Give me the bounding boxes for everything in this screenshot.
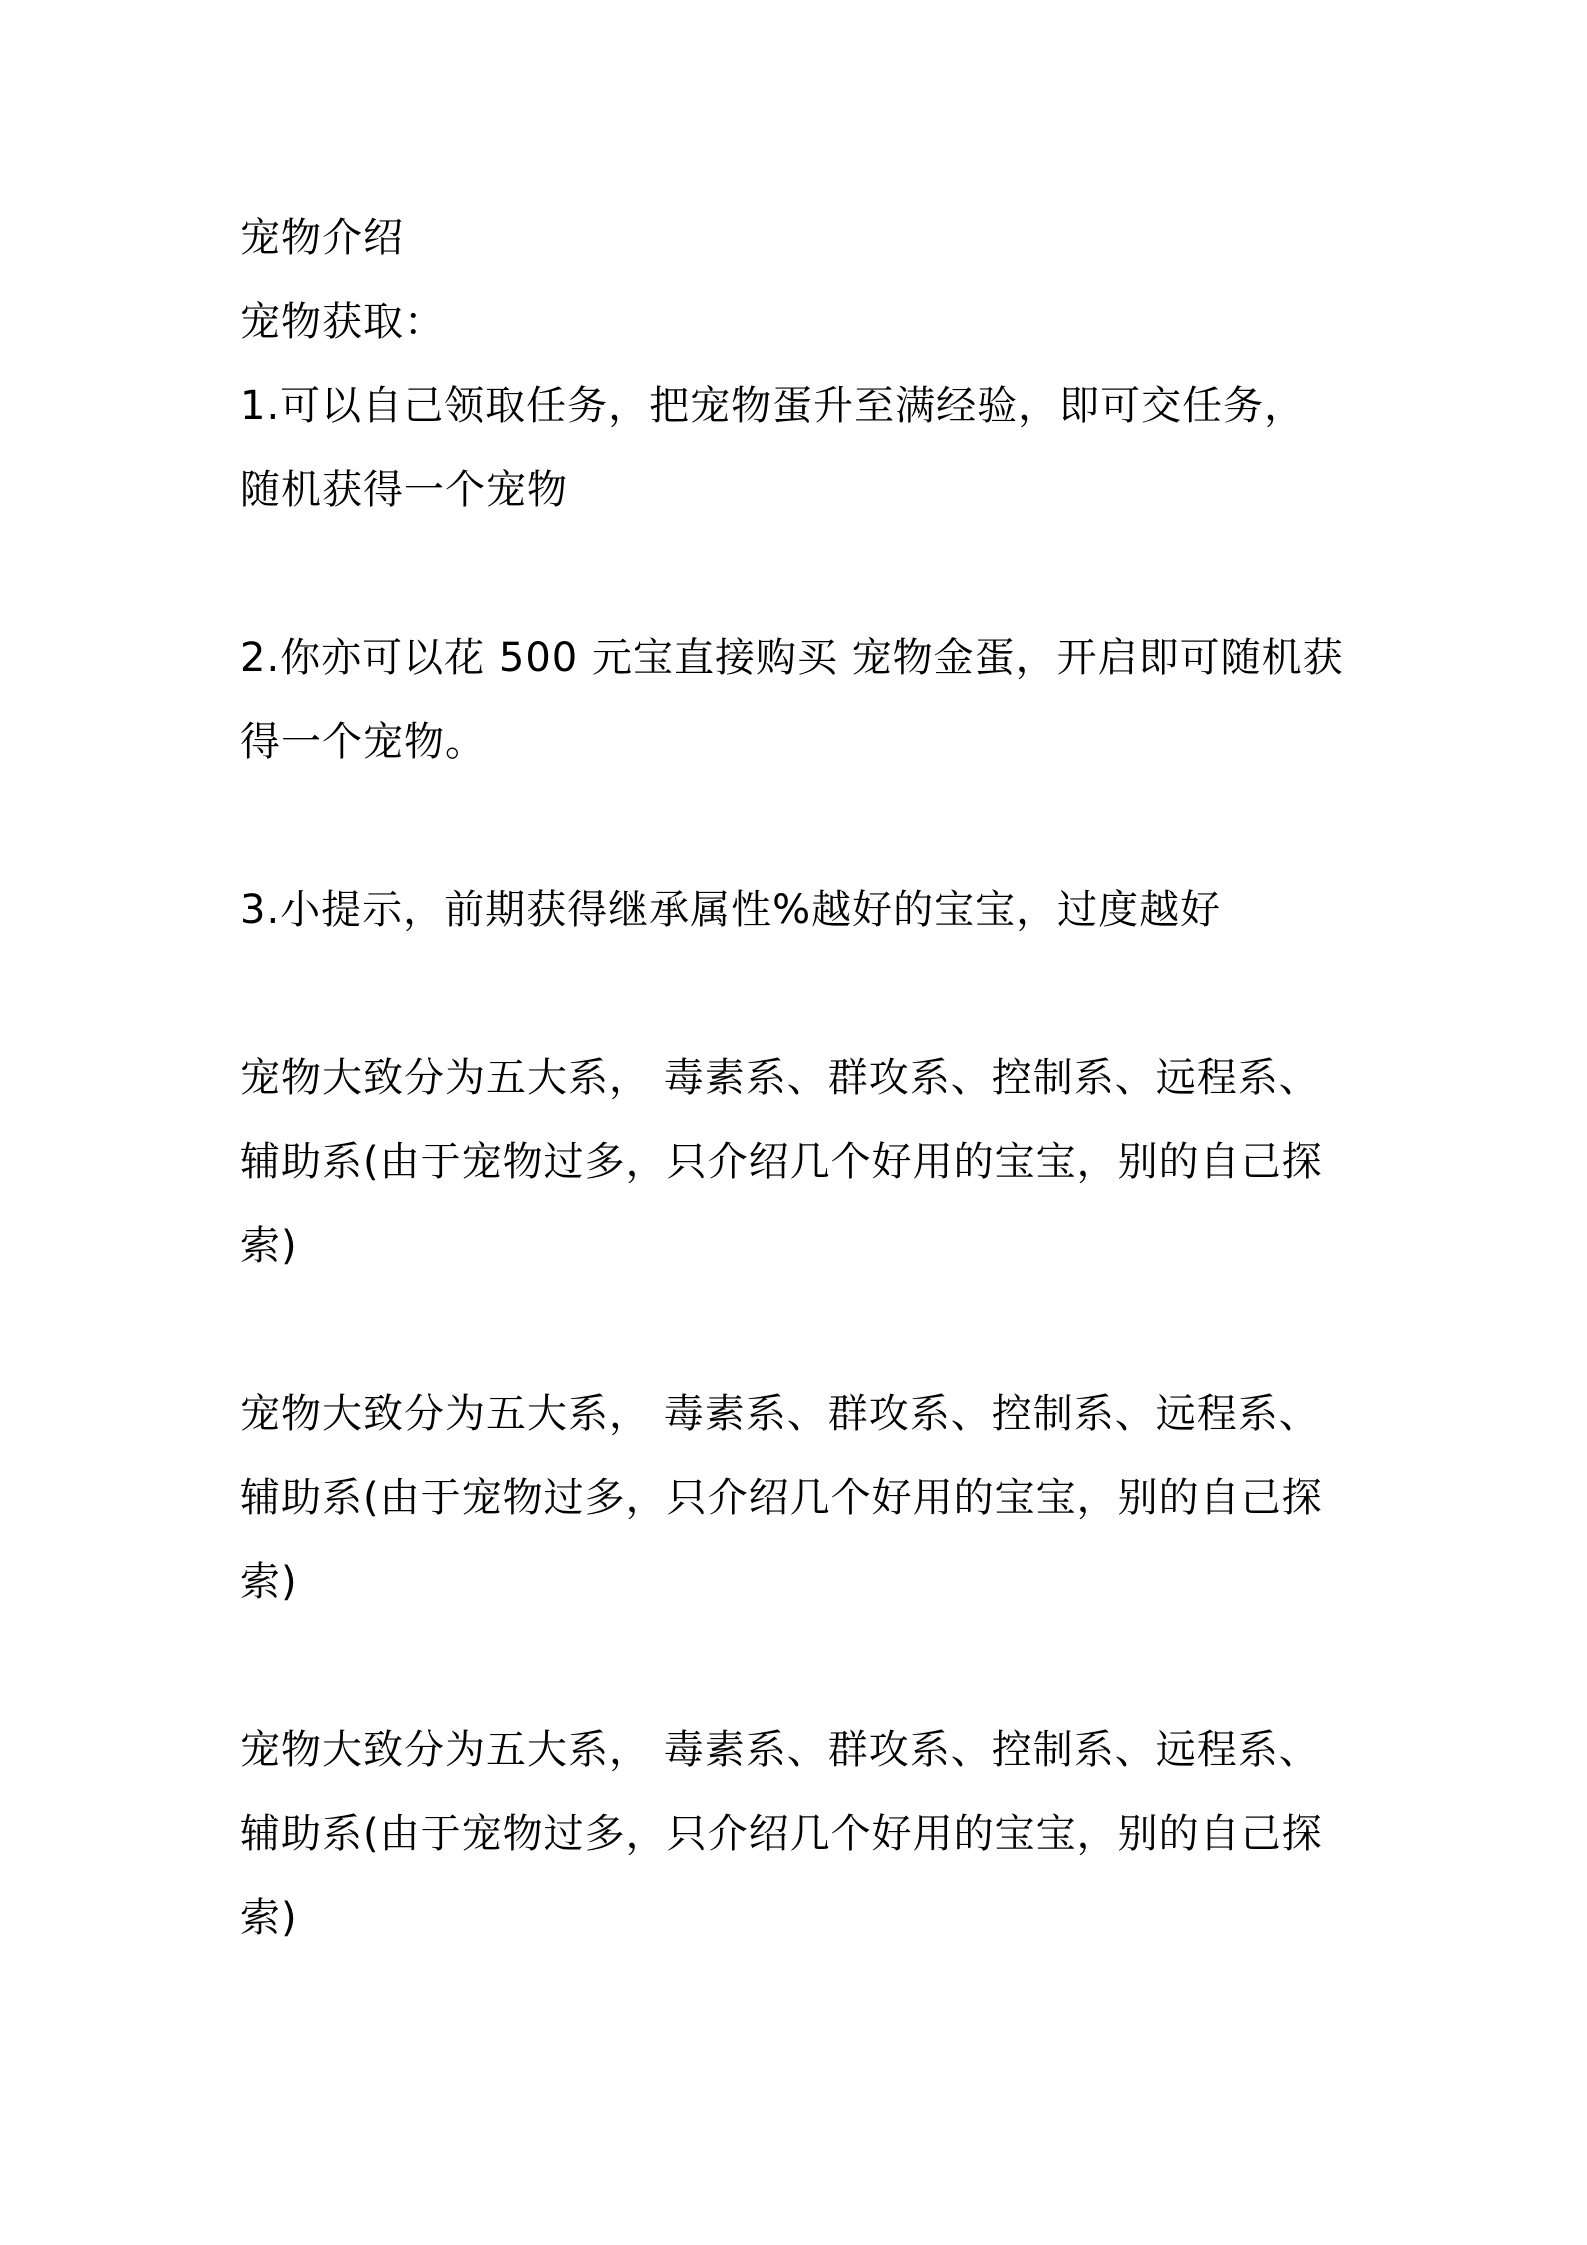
paragraph-1-line-3: 索) xyxy=(240,1223,298,1269)
paragraph-2-line-2: 辅助系(由于宠物过多，只介绍几个好用的宝宝，别的自己探 xyxy=(240,1475,1323,1521)
paragraph-spacer xyxy=(240,1624,1360,1708)
paragraph-1-line-2: 辅助系(由于宠物过多，只介绍几个好用的宝宝，别的自己探 xyxy=(240,1139,1323,1185)
item-1-line-2: 随机获得一个宠物 xyxy=(240,467,568,513)
section-heading: 宠物获取： xyxy=(240,299,445,345)
item-2-line-1: 2.你亦可以花 500 元宝直接购买 宠物金蛋，开启即可随机获 xyxy=(240,635,1344,681)
item-3-line-1: 3.小提示，前期获得继承属性%越好的宝宝，过度越好 xyxy=(240,887,1222,933)
paragraph-1-line-1: 宠物大致分为五大系， 毒素系、群攻系、控制系、远程系、 xyxy=(240,1055,1320,1101)
paragraph-3-line-1: 宠物大致分为五大系， 毒素系、群攻系、控制系、远程系、 xyxy=(240,1727,1320,1773)
paragraph-spacer xyxy=(240,532,1360,616)
document-title: 宠物介绍 xyxy=(240,215,404,261)
item-1-line-1: 1.可以自己领取任务，把宠物蛋升至满经验，即可交任务， xyxy=(240,383,1306,429)
document-body xyxy=(240,196,1360,1960)
paragraph-3-line-3: 索) xyxy=(240,1895,298,1941)
paragraph-3-line-2: 辅助系(由于宠物过多，只介绍几个好用的宝宝，别的自己探 xyxy=(240,1811,1323,1857)
paragraph-2-line-3: 索) xyxy=(240,1559,298,1605)
paragraph-spacer xyxy=(240,1288,1360,1372)
paragraph-spacer xyxy=(240,952,1360,1036)
item-2-line-2: 得一个宠物。 xyxy=(240,719,486,765)
paragraph-2-line-1: 宠物大致分为五大系， 毒素系、群攻系、控制系、远程系、 xyxy=(240,1391,1320,1437)
paragraph-spacer xyxy=(240,784,1360,868)
